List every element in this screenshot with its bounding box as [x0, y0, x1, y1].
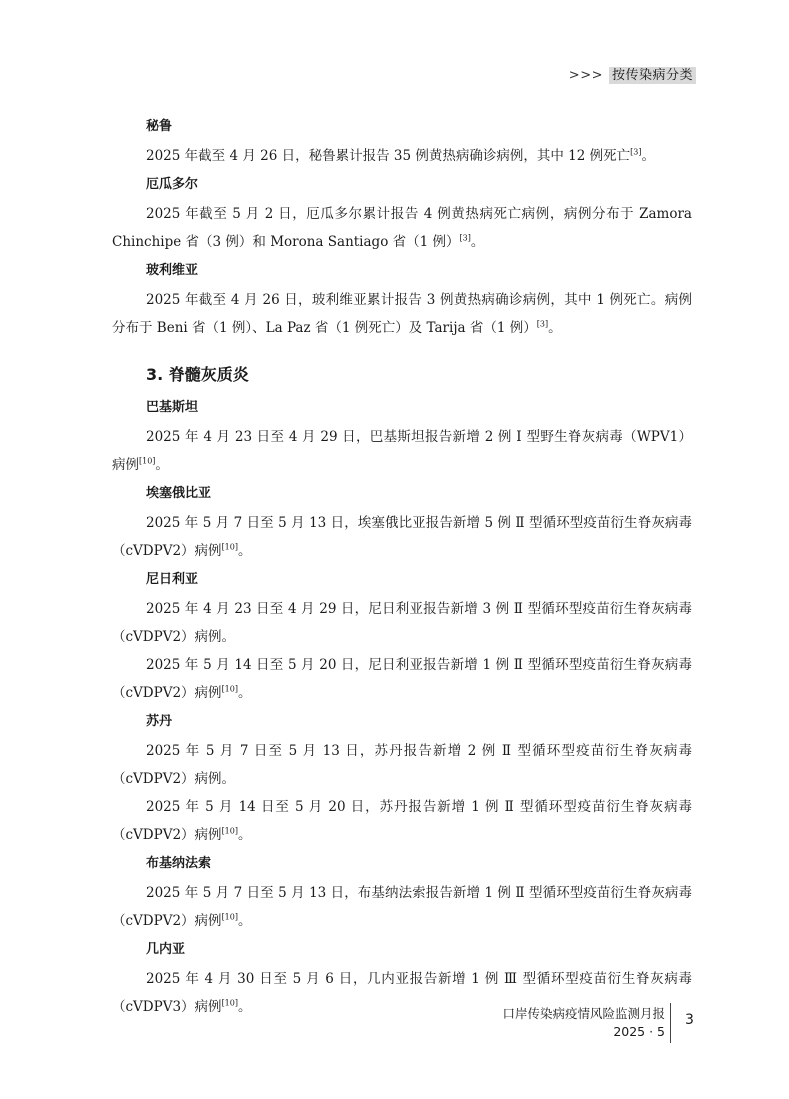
- citation: [10]: [221, 542, 238, 552]
- paragraph: 2025 年 5 月 7 日至 5 月 13 日，布基纳法索报告新增 1 例 Ⅱ 型循环型疫苗衍生脊灰病毒（cVDPV2）病例[10]。: [112, 885, 692, 929]
- citation: [10]: [221, 998, 238, 1008]
- issue-label: 2025 · 5: [613, 1024, 665, 1039]
- paragraph: 2025 年截至 4 月 26 日，玻利维亚累计报告 3 例黄热病确诊病例，其中 1 例死亡。病例分布于 Beni 省（1 例）、La Paz 省（1 例死亡）及 Tarija 省（1 例）[3]。: [112, 292, 692, 336]
- footer-journal: [502, 1005, 665, 1041]
- citation: [10]: [221, 684, 238, 694]
- citation: [10]: [221, 826, 238, 836]
- paragraph: 2025 年 5 月 7 日至 5 月 13 日，埃塞俄比亚报告新增 5 例 Ⅱ 型循环型疫苗衍生脊灰病毒（cVDPV2）病例[10]。: [112, 515, 692, 559]
- page-number: 3: [685, 1012, 694, 1028]
- header-section-label: 按传染病分类: [609, 67, 696, 84]
- subheading-ethiopia: 埃塞俄比亚: [146, 486, 212, 501]
- citation: [3]: [459, 233, 471, 243]
- subheading-peru: 秘鲁: [146, 119, 173, 134]
- citation: [3]: [536, 319, 549, 329]
- subheading-nigeria: 尼日利亚: [146, 572, 199, 587]
- header-arrows: >>>: [568, 68, 603, 83]
- subheading-bolivia: 玻利维亚: [146, 263, 199, 278]
- subheading-ecuador: 厄瓜多尔: [146, 177, 199, 192]
- paragraph: 2025 年截至 4 月 26 日，秘鲁累计报告 35 例黄热病确诊病例，其中 12 例死亡[3]。: [146, 147, 655, 164]
- citation: [3]: [630, 147, 642, 157]
- paragraph: 2025 年 5 月 7 日至 5 月 13 日，苏丹报告新增 2 例 Ⅱ 型循环型疫苗衍生脊灰病毒（cVDPV2）病例。: [112, 743, 692, 787]
- article-body: [112, 112, 692, 1021]
- paragraph: 2025 年 4 月 30 日至 5 月 6 日，几内亚报告新增 1 例 Ⅲ 型循环型疫苗衍生脊灰病毒（cVDPV3）病例[10]。: [112, 971, 692, 1015]
- subheading-sudan: 苏丹: [146, 714, 173, 729]
- paragraph: 2025 年 5 月 14 日至 5 月 20 日，苏丹报告新增 1 例 Ⅱ 型循环型疫苗衍生脊灰病毒（cVDPV2）病例[10]。: [112, 799, 692, 843]
- journal-title: 口岸传染病疫情风险监测月报: [502, 1006, 665, 1021]
- citation: [10]: [139, 456, 156, 466]
- section-heading-polio: 3. 脊髓灰质炎: [146, 365, 249, 384]
- footer-divider: [670, 1003, 671, 1043]
- subheading-guinea: 几内亚: [146, 942, 186, 957]
- paragraph: 2025 年 5 月 14 日至 5 月 20 日，尼日利亚报告新增 1 例 Ⅱ 型循环型疫苗衍生脊灰病毒（cVDPV2）病例[10]。: [112, 657, 692, 701]
- subheading-burkina-faso: 布基纳法索: [146, 856, 212, 871]
- paragraph: 2025 年 4 月 23 日至 4 月 29 日，巴基斯坦报告新增 2 例 Ⅰ 型野生脊灰病毒（WPV1）病例[10]。: [112, 429, 692, 473]
- paragraph: 2025 年 4 月 23 日至 4 月 29 日，尼日利亚报告新增 3 例 Ⅱ 型循环型疫苗衍生脊灰病毒（cVDPV2）病例。: [112, 601, 692, 645]
- paragraph: 2025 年截至 5 月 2 日，厄瓜多尔累计报告 4 例黄热病死亡病例，病例分布于 Zamora Chinchipe 省（3 例）和 Morona Santiago 省（1 例）[3]。: [112, 206, 692, 250]
- running-header: [569, 64, 696, 83]
- subheading-pakistan: 巴基斯坦: [146, 400, 199, 415]
- citation: [10]: [221, 912, 238, 922]
